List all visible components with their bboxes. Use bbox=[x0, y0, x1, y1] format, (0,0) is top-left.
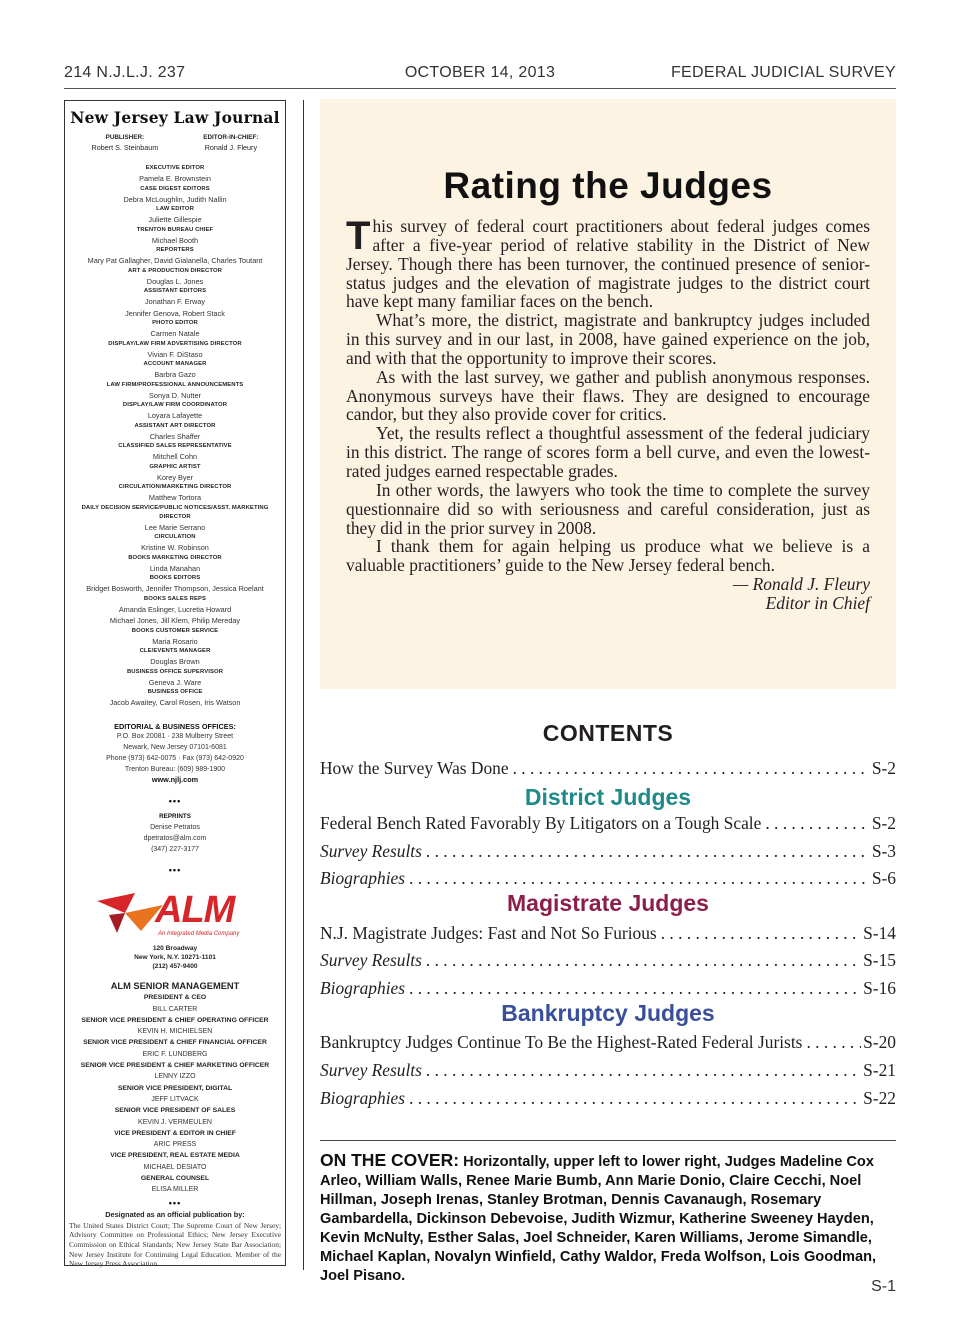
toc-entry-title: Survey Results bbox=[320, 1060, 422, 1080]
section-heading-bankruptcy: Bankruptcy Judges bbox=[501, 1000, 715, 1026]
staff-names: Douglas L. Jones bbox=[146, 276, 204, 286]
signature-title: Editor in Chief bbox=[765, 592, 870, 613]
toc-entry-title: Bankruptcy Judges Continue To Be the Highest-Rated Federal Jurists bbox=[320, 1032, 803, 1052]
cover-caption-text: Horizontally, upper left to lower right, Judges Madeline Cox Arleo, William Walls, Renee Marie Bumb, Ann Marie Donio, Claire Cecchi, Noel Hillman, Joseph Irenas, Stanley Brotman, Dennis Cavanaugh, Rosemary Gambardella, Dickinson Debevoise, Judith Wizmur, Katherine Sweeney Hayden, Kevin McNulty, Esther Salas, Joel Schneider, Karen Williams, Jerome Simandle, Michael Kaplan, Novalyn Winfield, Cathy Waldor, Freda Wolfson, Lois Goodman, Joel Pisano. bbox=[320, 1154, 877, 1284]
staff-names: Geneva J. Ware bbox=[148, 677, 202, 687]
toc-entry-title: Federal Bench Rated Favorably By Litigators on a Tough Scale bbox=[320, 813, 762, 833]
separator-dots: ••• bbox=[168, 1197, 182, 1208]
separator-dots: ••• bbox=[168, 796, 182, 807]
toc-entry[interactable] bbox=[320, 867, 896, 889]
alm-address-line: 120 Broadway bbox=[152, 945, 198, 953]
intro-paragraph: Yet, the results reflect a thoughtful assessment of the federal judiciary in this district. The range of scores form a bell curve, and even the lowest-rated judges earned respectable grades. bbox=[346, 423, 870, 481]
senior-management-list bbox=[65, 992, 285, 1195]
staff-role: CLASSIFIED SALES REPRESENTATIVE bbox=[118, 443, 232, 449]
toc-entry[interactable] bbox=[320, 922, 896, 944]
staff-names: Jennifer Genova, Robert Stack bbox=[125, 308, 225, 318]
offices-block bbox=[65, 722, 285, 787]
editor-role: EDITOR-IN-CHIEF: bbox=[203, 134, 259, 141]
toc-leader bbox=[513, 757, 870, 779]
cover-rule bbox=[320, 1140, 896, 1141]
toc-entry-page: S-16 bbox=[863, 978, 896, 998]
masthead-title: New Jersey Law Journal bbox=[70, 108, 280, 127]
designated-body: The United States District Court; The Supreme Court of New Jersey; Advisory Committee on Professional Ethics; New Jersey Executive Commission on Ethical Standards; New Jersey State Bar Association; New Jersey Institute for Continuing Legal Education. Member of the New Jersey Press Association. bbox=[69, 1220, 281, 1269]
staff-role: BOOKS CUSTOMER SERVICE bbox=[131, 627, 219, 634]
toc-entry[interactable] bbox=[320, 812, 896, 834]
staff-list bbox=[65, 164, 285, 709]
publisher-block bbox=[92, 133, 159, 153]
intro-paragraph: I thank them for again helping us produce what we believe is a valuable practitioners’ guide to the New Jersey federal bench. bbox=[346, 536, 870, 576]
staff-names: Pamela E. Brownstein bbox=[139, 174, 211, 183]
toc-entry-page: S-21 bbox=[863, 1060, 896, 1080]
contents-title: CONTENTS bbox=[542, 720, 674, 746]
offices-title: EDITORIAL & BUSINESS OFFICES: bbox=[114, 721, 236, 731]
staff-role: REPORTERS bbox=[156, 247, 194, 253]
staff-names: Michael Jones, Jill Klem, Philip Mereday bbox=[109, 616, 241, 625]
running-header-date: OCTOBER 14, 2013 bbox=[404, 64, 556, 81]
staff-names: Maria Rosario bbox=[152, 636, 198, 646]
toc-entry[interactable] bbox=[320, 977, 896, 999]
staff-names: Sonya D. Nutter bbox=[149, 390, 201, 400]
toc-leader bbox=[426, 840, 870, 862]
staff-names: Jacob Awaitey, Carol Rosen, Iris Watson bbox=[109, 698, 241, 707]
intro-body bbox=[346, 214, 870, 613]
alm-address bbox=[65, 945, 285, 971]
toc-entry[interactable] bbox=[320, 1031, 896, 1053]
staff-role: EXECUTIVE EDITOR bbox=[145, 165, 205, 171]
staff-role: SENIOR VICE PRESIDENT & CHIEF MARKETING OFFICER bbox=[80, 1062, 270, 1070]
staff-role: VICE PRESIDENT, REAL ESTATE MEDIA bbox=[110, 1152, 240, 1160]
toc-entry-title: Survey Results bbox=[320, 841, 422, 861]
staff-role: PRESIDENT & CEO bbox=[143, 994, 207, 1002]
alm-tagline: An Integrated Media Company bbox=[158, 931, 240, 938]
staff-names: Barbra Gazo bbox=[154, 370, 196, 379]
toc-entry-page: S-2 bbox=[871, 813, 896, 833]
toc-entry[interactable] bbox=[320, 1059, 896, 1081]
staff-names: Charles Shaffer bbox=[149, 431, 201, 441]
drop-cap: T bbox=[346, 214, 371, 258]
alm-logo bbox=[65, 885, 285, 945]
staff-role: DAILY DECISION SERVICE/PUBLIC NOTICES/ASST. MARKETING DIRECTOR bbox=[81, 504, 269, 520]
staff-role: CLE/EVENTS MANAGER bbox=[139, 648, 211, 654]
staff-names: Michael Booth bbox=[151, 235, 199, 245]
editor-block bbox=[203, 133, 258, 153]
staff-role: TRENTON BUREAU CHIEF bbox=[136, 226, 214, 233]
separator-dots: ••• bbox=[168, 865, 182, 876]
staff-role: LAW EDITOR bbox=[156, 206, 194, 212]
toc-entry[interactable] bbox=[320, 949, 896, 971]
staff-names: KEVIN J. VERMEULEN bbox=[138, 1118, 212, 1126]
signature-name: — Ronald J. Fleury bbox=[732, 574, 870, 595]
staff-names: ELISA MILLER bbox=[151, 1186, 199, 1194]
intro-paragraph-text: his survey of federal court practitioners about federal judges comes after a five-year period of relative stability in the District of New Jersey. Though there has been turnover, the continued presence of senior-status judges and the elevation of magistrate judges to the district court have kept many familiar faces on the bench. bbox=[346, 216, 870, 312]
toc-leader bbox=[409, 977, 861, 999]
staff-names: ERIC F. LUNDBERG bbox=[142, 1050, 208, 1058]
staff-role: SENIOR VICE PRESIDENT OF SALES bbox=[114, 1107, 236, 1115]
page-number: S-1 bbox=[871, 1278, 896, 1295]
offices-line: Trenton Bureau: (609) 989-1900 bbox=[124, 765, 226, 773]
section-heading-district: District Judges bbox=[524, 784, 692, 810]
toc-entry-title: Biographies bbox=[320, 1088, 406, 1108]
staff-role: CIRCULATION/MARKETING DIRECTOR bbox=[118, 484, 232, 490]
staff-names: Amanda Eslinger, Lucretia Howard bbox=[118, 604, 232, 614]
toc-leader bbox=[765, 812, 869, 834]
reprints-line: (347) 227-3177 bbox=[151, 845, 199, 853]
staff-names: Loyara Lafayette bbox=[147, 411, 203, 420]
alm-logo-text: ALM bbox=[155, 889, 235, 932]
staff-role: DISPLAY/LAW FIRM ADVERTISING DIRECTOR bbox=[108, 340, 242, 347]
article-title: Rating the Judges bbox=[443, 165, 773, 206]
offices-line: Newark, New Jersey 07101-6081 bbox=[123, 744, 227, 752]
toc-entry-title: Survey Results bbox=[320, 950, 422, 970]
staff-role: ASSISTANT EDITORS bbox=[143, 288, 207, 294]
staff-names: Bridget Bosworth, Jennifer Thompson, Jessica Roelant bbox=[86, 584, 264, 593]
toc-leader bbox=[806, 1031, 861, 1053]
website-link[interactable]: www.njlj.com bbox=[151, 775, 199, 785]
intro-paragraph bbox=[346, 214, 870, 312]
reprints-title: REPRINTS bbox=[159, 813, 191, 821]
cover-caption bbox=[320, 1151, 896, 1286]
toc-entry-page: S-2 bbox=[871, 758, 896, 778]
toc-leader bbox=[661, 922, 861, 944]
toc-entry-page: S-6 bbox=[871, 868, 896, 888]
staff-role: GENERAL COUNSEL bbox=[140, 1175, 210, 1182]
toc-leader bbox=[426, 1059, 861, 1081]
staff-names: Mitchell Cohn bbox=[152, 452, 198, 461]
staff-names: LENNY IZZO bbox=[154, 1073, 196, 1081]
toc-entry-title: N.J. Magistrate Judges: Fast and Not So Furious bbox=[320, 923, 657, 943]
toc-entry[interactable] bbox=[320, 757, 896, 779]
staff-role: SENIOR VICE PRESIDENT & CHIEF FINANCIAL OFFICER bbox=[83, 1039, 267, 1047]
running-header-section: FEDERAL JUDICIAL SURVEY bbox=[670, 64, 896, 81]
offices-line: P.O. Box 20081 · 238 Mulberry Street bbox=[116, 733, 234, 741]
staff-names: JEFF LITVACK bbox=[151, 1095, 199, 1103]
publisher-name: Robert S. Steinbaum bbox=[91, 143, 159, 152]
staff-names: Juliette Gillespie bbox=[148, 215, 202, 224]
alm-address-line: (212) 457-9400 bbox=[152, 962, 198, 970]
staff-role: SENIOR VICE PRESIDENT & CHIEF OPERATING OFFICER bbox=[81, 1016, 269, 1024]
staff-role: GRAPHIC ARTIST bbox=[149, 463, 201, 470]
staff-names: MICHAEL DESIATO bbox=[143, 1163, 207, 1171]
staff-role: BOOKS MARKETING DIRECTOR bbox=[128, 554, 222, 561]
staff-names: Debra McLoughlin, Judith Nallin bbox=[123, 194, 227, 204]
header-rule bbox=[64, 88, 896, 89]
staff-role: BOOKS SALES REPS bbox=[143, 595, 207, 602]
staff-role: BUSINESS OFFICE SUPERVISOR bbox=[126, 668, 224, 675]
offices-line: Phone (973) 642-0075 · Fax (973) 642-0920 bbox=[106, 754, 244, 762]
toc-entry-title: How the Survey Was Done bbox=[320, 758, 509, 778]
staff-names: Linda Manahan bbox=[149, 563, 201, 573]
toc-leader bbox=[409, 867, 870, 889]
staff-role: BOOKS EDITORS bbox=[149, 575, 201, 581]
cover-caption-label: ON THE COVER: bbox=[320, 1150, 460, 1170]
intro-paragraph: As with the last survey, we gather and publish anonymous responses. Anonymous surveys have their flaws. They are designed to encourage candor, but they also provide cover for critics. bbox=[346, 366, 870, 425]
toc-leader bbox=[426, 949, 861, 971]
staff-role: DISPLAY/LAW FIRM COORDINATOR bbox=[122, 402, 228, 408]
masthead bbox=[64, 100, 286, 1269]
staff-names: ARIC PRESS bbox=[153, 1141, 197, 1149]
staff-names: Matthew Tortora bbox=[148, 493, 202, 502]
toc-entry-title: Biographies bbox=[320, 868, 406, 888]
intro-paragraph: What’s more, the district, magistrate and bankruptcy judges included in this survey and in our last, in 2008, have gained experience on the job, and with that the opportunity to improve their scores. bbox=[346, 310, 870, 368]
staff-names: Lee Marie Serrano bbox=[144, 522, 206, 532]
staff-role: ASSISTANT ART DIRECTOR bbox=[134, 422, 216, 429]
staff-role: VICE PRESIDENT & EDITOR IN CHIEF bbox=[114, 1129, 236, 1137]
staff-names: Vivian F. DiStaso bbox=[147, 349, 203, 359]
staff-names: BILL CARTER bbox=[152, 1005, 198, 1013]
staff-names: Jonathan F. Erway bbox=[144, 297, 206, 306]
staff-role: ACCOUNT MANAGER bbox=[143, 361, 207, 367]
staff-names: Kristine W. Robinson bbox=[141, 543, 209, 552]
staff-role: CIRCULATION bbox=[154, 534, 196, 540]
toc-entry-page: S-15 bbox=[863, 950, 896, 970]
publisher-role: PUBLISHER: bbox=[105, 134, 145, 141]
staff-role: CASE DIGEST EDITORS bbox=[140, 185, 210, 192]
staff-names: Carmen Natale bbox=[150, 329, 200, 338]
toc-entry-title: Biographies bbox=[320, 978, 406, 998]
staff-role: LAW FIRM/PROFESSIONAL ANNOUNCEMENTS bbox=[106, 381, 244, 388]
staff-role: SENIOR VICE PRESIDENT, DIGITAL bbox=[117, 1084, 233, 1092]
reprints-email[interactable]: dpetratos@alm.com bbox=[143, 834, 207, 842]
staff-names: Mary Pat Gallagher, David Gialanella, Charles Toutant bbox=[87, 256, 263, 265]
staff-names: Korey Byer bbox=[156, 472, 194, 482]
toc-entry-page: S-3 bbox=[871, 841, 896, 861]
toc-entry-page: S-14 bbox=[863, 923, 896, 943]
designated-title: Designated as an official publication by: bbox=[105, 1209, 245, 1219]
reprints-block bbox=[65, 812, 285, 855]
column-divider bbox=[303, 100, 304, 1270]
staff-role: BUSINESS OFFICE bbox=[147, 689, 203, 695]
reprints-line: Denise Petratos bbox=[150, 824, 200, 832]
toc-entry[interactable] bbox=[320, 1087, 896, 1109]
staff-names: Douglas Brown bbox=[150, 657, 200, 666]
publisher-row bbox=[65, 133, 285, 153]
toc-entry-page: S-20 bbox=[863, 1032, 896, 1052]
staff-names: KEVIN H. MICHIELSEN bbox=[137, 1028, 213, 1036]
senior-management-title: ALM SENIOR MANAGEMENT bbox=[110, 981, 240, 992]
intro-paragraph: In other words, the lawyers who took the time to complete the survey questionnaire did so with seriousness and careful consideration, just as they did in the prior survey in 2008. bbox=[346, 479, 870, 538]
toc-entry-page: S-22 bbox=[863, 1088, 896, 1108]
section-heading-magistrate: Magistrate Judges bbox=[507, 890, 709, 916]
alm-address-line: New York, N.Y. 10271-1101 bbox=[134, 954, 216, 962]
toc-leader bbox=[409, 1087, 861, 1109]
toc-entry[interactable] bbox=[320, 840, 896, 862]
staff-role: PHOTO EDITOR bbox=[152, 320, 198, 326]
editor-name: Ronald J. Fleury bbox=[204, 143, 258, 152]
running-header-citation: 214 N.J.L.J. 237 bbox=[64, 64, 186, 81]
staff-role: ART & PRODUCTION DIRECTOR bbox=[127, 267, 223, 274]
intro-box bbox=[320, 99, 896, 689]
